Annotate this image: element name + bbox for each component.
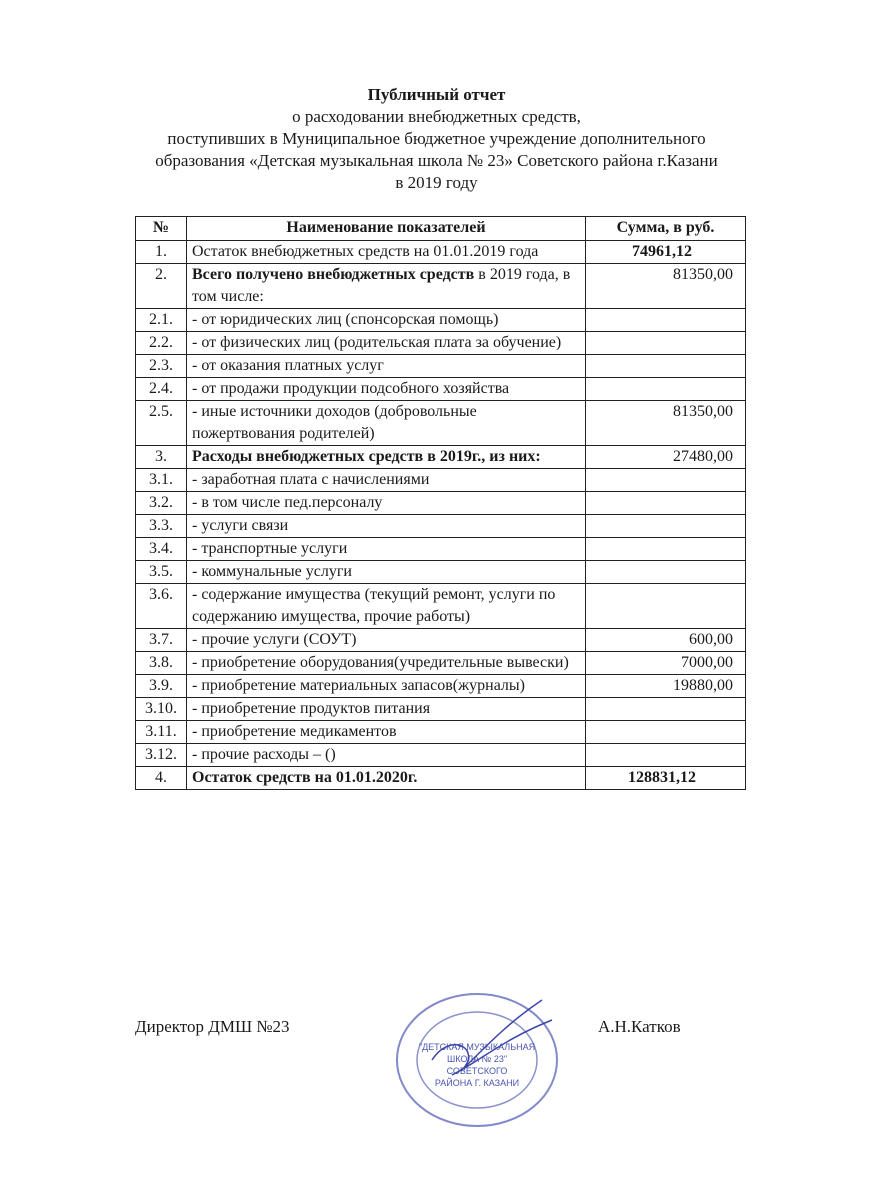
table-row xyxy=(136,241,746,264)
row-sum xyxy=(586,309,746,332)
row-sum xyxy=(586,332,746,355)
svg-text:ШКОЛА № 23": ШКОЛА № 23" xyxy=(446,1054,508,1064)
row-number: 3.1. xyxy=(136,469,187,492)
title-line: поступивших в Муниципальное бюджетное учреждение дополнительного xyxy=(167,129,706,148)
table-row xyxy=(136,401,746,446)
table-row xyxy=(136,332,746,355)
row-number: 4. xyxy=(136,767,187,790)
svg-text:"ДЕТСКАЯ МУЗЫКАЛЬНАЯ: "ДЕТСКАЯ МУЗЫКАЛЬНАЯ xyxy=(418,1042,536,1052)
row-sum xyxy=(586,584,746,629)
row-sum xyxy=(586,378,746,401)
row-name: - от юридических лиц (спонсорская помощь) xyxy=(187,309,586,332)
table-row xyxy=(136,767,746,790)
row-sum: 128831,12 xyxy=(586,767,746,790)
row-name: - приобретение продуктов питания xyxy=(187,698,586,721)
row-name-bold: Всего получено внебюджетных средств xyxy=(192,266,475,283)
row-sum: 81350,00 xyxy=(586,401,746,446)
table-row xyxy=(136,355,746,378)
row-number: 3.5. xyxy=(136,561,187,584)
table-row xyxy=(136,309,746,332)
row-sum xyxy=(586,744,746,767)
row-name: - содержание имущества (текущий ремонт, услуги по содержанию имущества, прочие работы) xyxy=(187,584,586,629)
official-stamp xyxy=(392,990,572,1135)
header-number: № xyxy=(136,217,187,241)
svg-text:СОВЕТСКОГО: СОВЕТСКОГО xyxy=(446,1066,508,1076)
row-number: 3.9. xyxy=(136,675,187,698)
row-number: 3.11. xyxy=(136,721,187,744)
table-row xyxy=(136,675,746,698)
row-number: 2.1. xyxy=(136,309,187,332)
table-row xyxy=(136,538,746,561)
table-row xyxy=(136,698,746,721)
row-number: 1. xyxy=(136,241,187,264)
row-sum: 81350,00 xyxy=(586,264,746,309)
row-name: - коммунальные услуги xyxy=(187,561,586,584)
table-row xyxy=(136,584,746,629)
row-sum: 7000,00 xyxy=(586,652,746,675)
row-name-rest: в 2019 года, в том числе: xyxy=(192,266,571,305)
table-row xyxy=(136,469,746,492)
row-number: 2. xyxy=(136,264,187,309)
row-number: 2.5. xyxy=(136,401,187,446)
svg-text:РАЙОНА Г. КАЗАНИ: РАЙОНА Г. КАЗАНИ xyxy=(434,1078,520,1088)
row-name xyxy=(187,264,586,309)
table-row xyxy=(136,744,746,767)
title-line: образования «Детская музыкальная школа № 23» Советского района г.Казани xyxy=(155,151,718,170)
row-number: 3.10. xyxy=(136,698,187,721)
document-title xyxy=(0,84,873,194)
row-number: 3.7. xyxy=(136,629,187,652)
row-sum xyxy=(586,355,746,378)
row-name: - приобретение материальных запасов(журналы) xyxy=(187,675,586,698)
row-number: 3.6. xyxy=(136,584,187,629)
row-number: 3.12. xyxy=(136,744,187,767)
row-sum: 74961,12 xyxy=(586,241,746,264)
row-number: 3.3. xyxy=(136,515,187,538)
row-name: - от физических лиц (родительская плата за обучение) xyxy=(187,332,586,355)
row-name: Остаток внебюджетных средств на 01.01.2019 года xyxy=(187,241,586,264)
table-header-row xyxy=(136,217,746,241)
table-row xyxy=(136,378,746,401)
row-name: - заработная плата с начислениями xyxy=(187,469,586,492)
row-number: 3.8. xyxy=(136,652,187,675)
header-sum: Сумма, в руб. xyxy=(586,217,746,241)
header-name: Наименование показателей xyxy=(187,217,586,241)
row-name: - иные источники доходов (добровольные пожертвования родителей) xyxy=(187,401,586,446)
row-name: - в том числе пед.персоналу xyxy=(187,492,586,515)
title-heading: Публичный отчет xyxy=(367,85,506,104)
row-name: - прочие услуги (СОУТ) xyxy=(187,629,586,652)
title-line: в 2019 году xyxy=(395,173,478,192)
row-number: 3.2. xyxy=(136,492,187,515)
row-sum xyxy=(586,561,746,584)
row-name: - услуги связи xyxy=(187,515,586,538)
row-number: 2.3. xyxy=(136,355,187,378)
title-line: о расходовании внебюджетных средств, xyxy=(292,107,581,126)
table-row xyxy=(136,721,746,744)
row-sum xyxy=(586,515,746,538)
row-sum: 600,00 xyxy=(586,629,746,652)
table-row xyxy=(136,629,746,652)
signature-position: Директор ДМШ №23 xyxy=(135,1017,290,1036)
row-name: - транспортные услуги xyxy=(187,538,586,561)
row-name: Остаток средств на 01.01.2020г. xyxy=(187,767,586,790)
row-sum: 27480,00 xyxy=(586,446,746,469)
row-name: - от оказания платных услуг xyxy=(187,355,586,378)
row-sum xyxy=(586,721,746,744)
row-name: - прочие расходы – () xyxy=(187,744,586,767)
table-row xyxy=(136,561,746,584)
row-number: 2.4. xyxy=(136,378,187,401)
row-sum xyxy=(586,492,746,515)
row-number: 2.2. xyxy=(136,332,187,355)
table-row xyxy=(136,652,746,675)
table-row xyxy=(136,515,746,538)
row-name: Расходы внебюджетных средств в 2019г., из них: xyxy=(187,446,586,469)
row-name: - приобретение медикаментов xyxy=(187,721,586,744)
row-number: 3.4. xyxy=(136,538,187,561)
table-row xyxy=(136,492,746,515)
table-row xyxy=(136,446,746,469)
row-sum xyxy=(586,538,746,561)
signature-name: А.Н.Катков xyxy=(598,1017,681,1036)
row-number: 3. xyxy=(136,446,187,469)
row-name: - приобретение оборудования(учредительные вывески) xyxy=(187,652,586,675)
report-table xyxy=(135,216,746,790)
row-sum xyxy=(586,698,746,721)
table-row xyxy=(136,264,746,309)
row-sum xyxy=(586,469,746,492)
row-sum: 19880,00 xyxy=(586,675,746,698)
row-name: - от продажи продукции подсобного хозяйства xyxy=(187,378,586,401)
